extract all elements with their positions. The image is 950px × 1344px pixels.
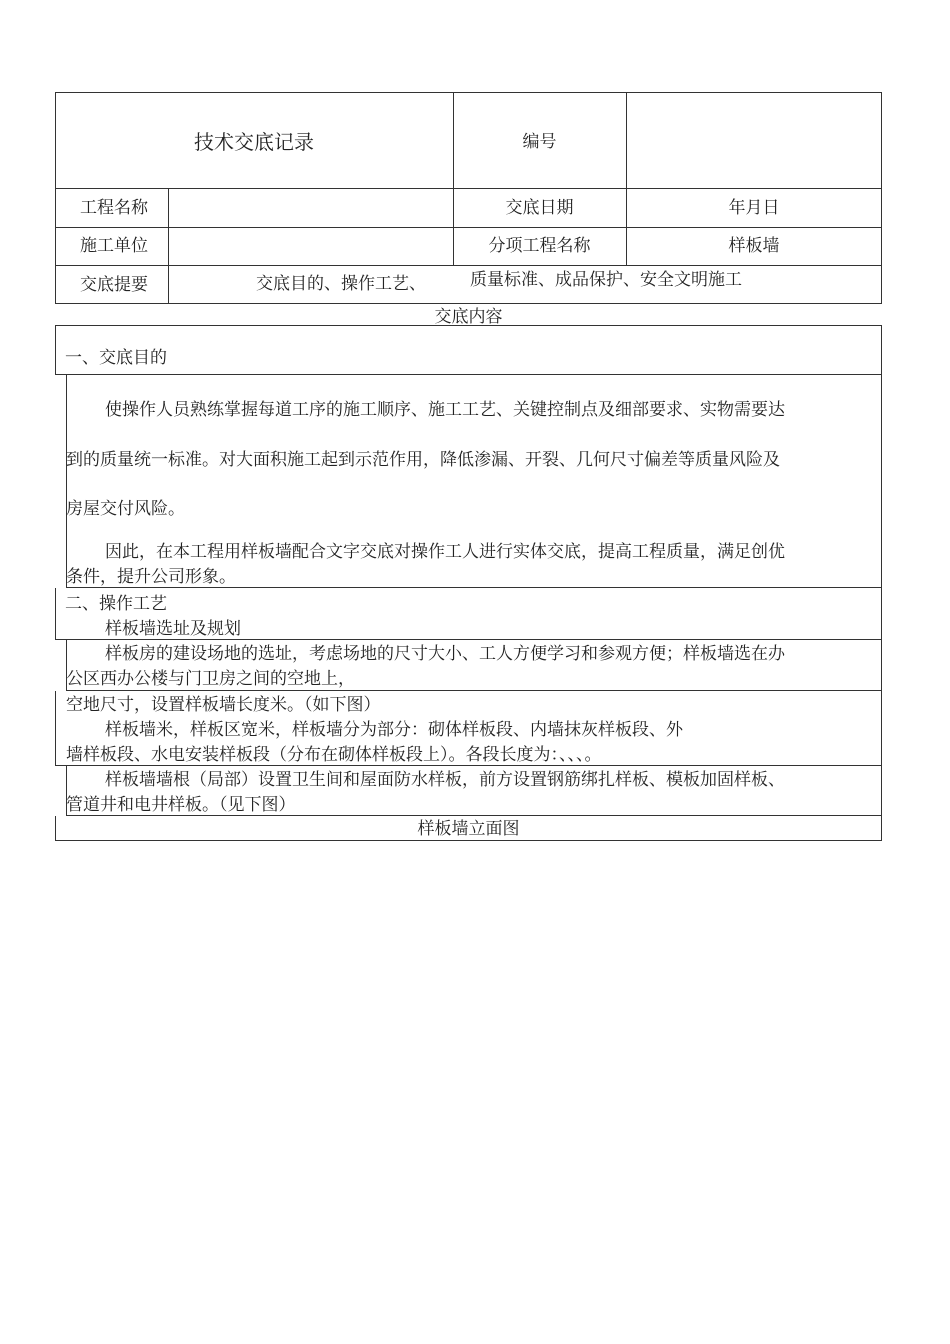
col-divider bbox=[168, 188, 169, 304]
document-title: 技术交底记录 bbox=[194, 130, 314, 154]
section2-paragraph2-line1: 空地尺寸，设置样板墙长度米。（如下图） bbox=[66, 695, 381, 715]
section2-paragraph3-line1: 样板墙米，样板区宽米，样板墙分为部分：砌体样板段、内墙抹灰样板段、外 bbox=[105, 720, 683, 740]
number-label: 编号 bbox=[522, 132, 557, 152]
section2-subheading: 样板墙选址及规划 bbox=[105, 619, 241, 639]
summary-value-part1: 交底目的、操作工艺、 bbox=[256, 274, 426, 294]
row-divider bbox=[55, 227, 882, 228]
date-value[interactable]: 年月日 bbox=[728, 198, 780, 218]
section2-title: 二、操作工艺 bbox=[65, 594, 167, 614]
section1-paragraph2-line1: 因此，在本工程用样板墙配合文字交底对操作工人进行实体交底，提高工程质量，满足创优 bbox=[105, 542, 785, 562]
summary-label: 交底提要 bbox=[80, 275, 148, 295]
project-name-label: 工程名称 bbox=[80, 198, 148, 218]
section1-paragraph2-line2: 条件，提升公司形象。 bbox=[66, 567, 236, 587]
date-label: 交底日期 bbox=[505, 198, 574, 218]
section2-paragraph4-line2: 管道井和电井样板。（见下图） bbox=[66, 795, 296, 815]
summary-value-part2: 质量标准、成品保护、安全文明施工 bbox=[470, 270, 742, 290]
section1-title-box bbox=[55, 325, 882, 375]
section2-paragraph1-line1: 样板房的建设场地的选址，考虑场地的尺寸大小、工人方便学习和参观方便；样板墙选在办 bbox=[105, 644, 785, 664]
row-divider bbox=[55, 188, 882, 189]
section1-paragraph1-line2: 到的质量统一标准。对大面积施工起到示范作用，降低渗漏、开裂、几何尺寸偏差等质量风险及 bbox=[66, 450, 780, 470]
subitem-value[interactable]: 样板墙 bbox=[728, 236, 780, 256]
section1-title: 一、交底目的 bbox=[65, 348, 167, 368]
section1-paragraph1-line1: 使操作人员熟练掌握每道工序的施工顺序、施工工艺、关键控制点及细部要求、实物需要达 bbox=[105, 400, 785, 420]
section2-paragraph3-line2: 墙样板段、水电安装样板段（分布在砌体样板段上）。各段长度为：、、、。 bbox=[66, 745, 602, 765]
section2-paragraph4-line1: 样板墙墙根（局部）设置卫生间和屋面防水样板，前方设置钢筋绑扎样板、模板加固样板、 bbox=[105, 770, 785, 790]
content-heading: 交底内容 bbox=[434, 307, 503, 327]
unit-label: 施工单位 bbox=[80, 236, 148, 256]
subitem-label: 分项工程名称 bbox=[488, 236, 591, 256]
section2-paragraph1-line2: 公区西办公楼与门卫房之间的空地上， bbox=[66, 669, 355, 689]
section1-paragraph1-line3: 房屋交付风险。 bbox=[66, 499, 185, 519]
row-divider bbox=[55, 265, 882, 266]
figure-caption: 样板墙立面图 bbox=[417, 819, 520, 839]
